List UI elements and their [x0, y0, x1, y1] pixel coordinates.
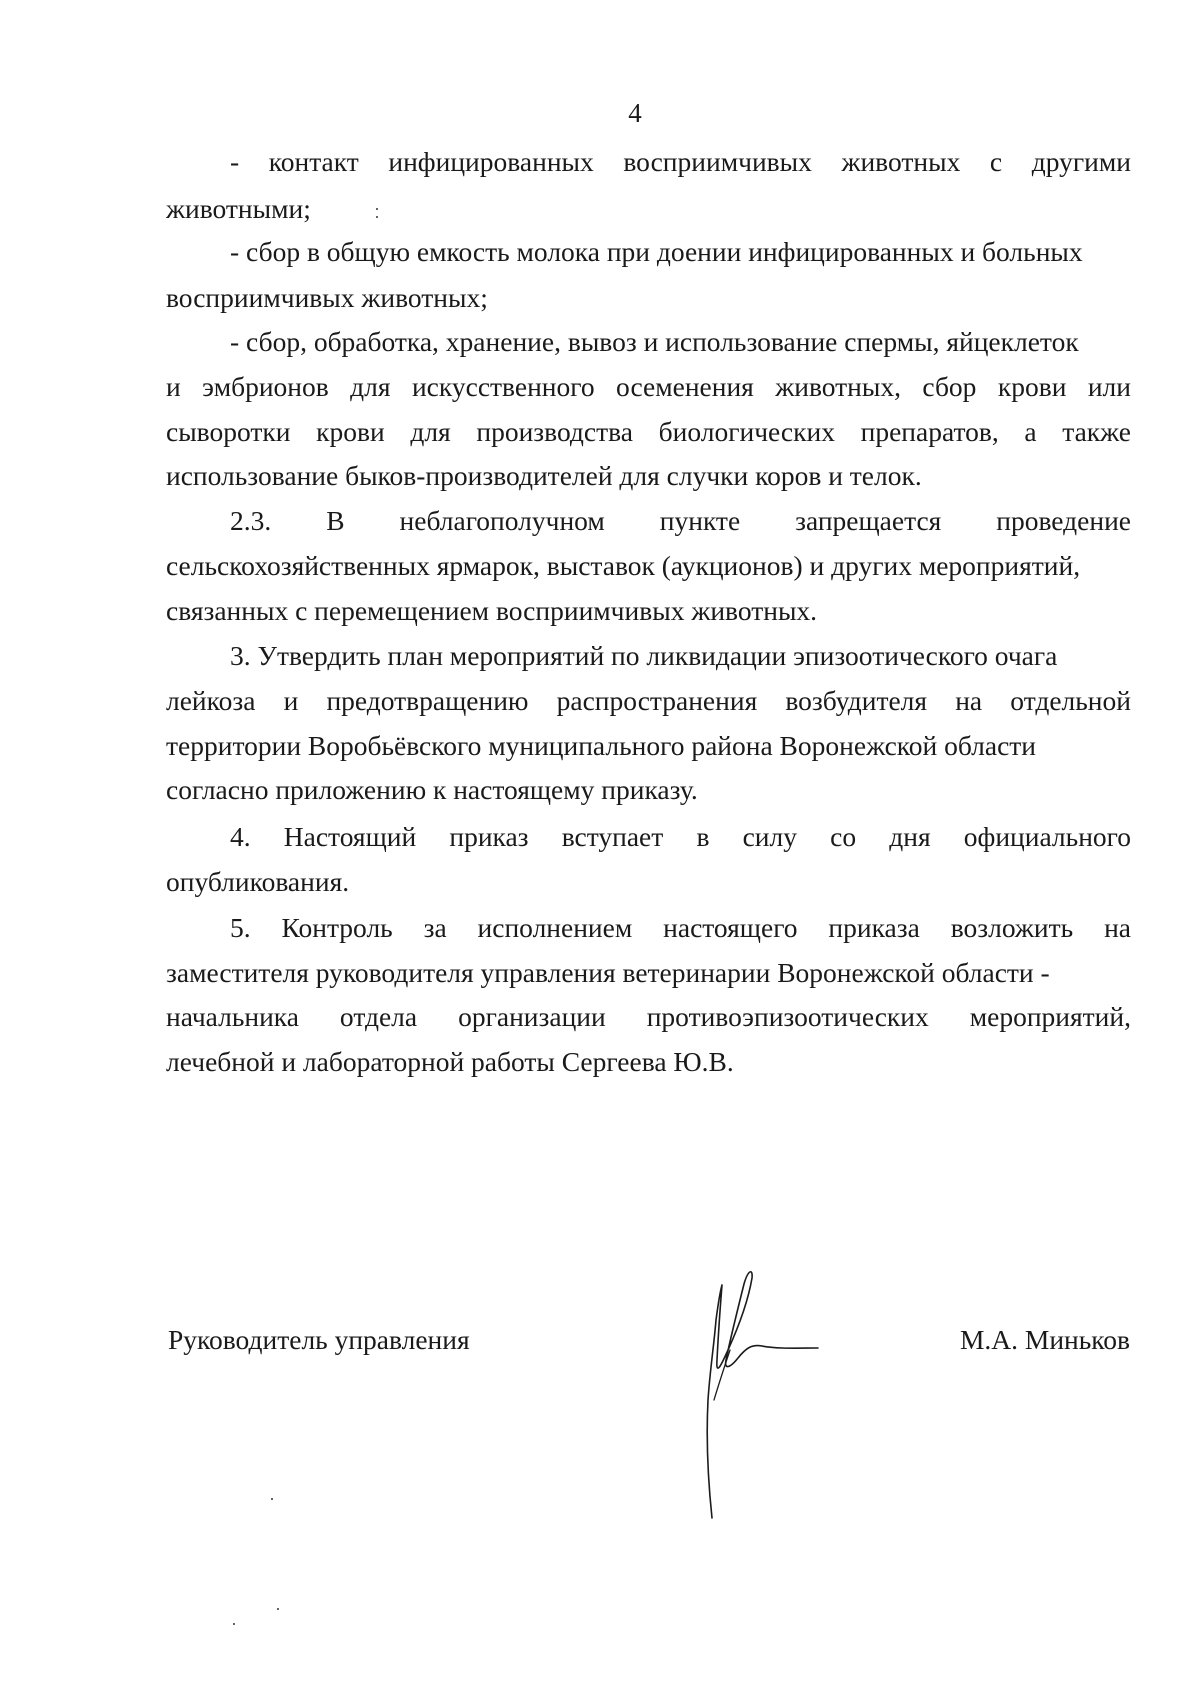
text-line: - сбор, обработка, хранение, вывоз и использование спермы, яйцеклеток [230, 326, 1079, 357]
scan-speck [233, 1623, 235, 1625]
text-line: лечебной и лабораторной работы Сергеева Ю.В. [166, 1046, 734, 1077]
text-line: сыворотки крови для производства биологических препаратов, а также [166, 416, 1131, 447]
text-line: лейкоза и предотвращению распространения возбудителя на отдельной [166, 685, 1131, 716]
text-line: опубликования. [166, 866, 350, 897]
text-line: восприимчивых животных; [166, 282, 488, 313]
text-line: территории Воробьёвского муниципального района Воронежской области [166, 730, 1037, 761]
signatory-position: Руководитель управления [168, 1324, 470, 1355]
handwritten-signature [690, 1250, 820, 1530]
scan-speck [376, 208, 378, 210]
signatory-name: М.А. Миньков [959, 1324, 1130, 1355]
text-line: и эмбрионов для искусственного осеменения животных, сбор крови или [166, 371, 1131, 402]
text-line: сельскохозяйственных ярмарок, выставок (аукционов) и других мероприятий, [166, 550, 1081, 581]
text-line: 3. Утвердить план мероприятий по ликвидации эпизоотического очага [230, 640, 1058, 671]
scan-speck [271, 1498, 273, 1500]
text-line: - сбор в общую емкость молока при доении инфицированных и больных [230, 236, 1083, 267]
text-line: заместителя руководителя управления ветеринарии Воронежской области - [166, 957, 1050, 988]
text-line: связанных с перемещением восприимчивых животных. [166, 595, 818, 626]
page-number: 4 [628, 98, 642, 128]
text-line: использование быков-производителей для случки коров и телок. [166, 460, 922, 491]
scan-speck [277, 1608, 279, 1610]
scan-speck [376, 216, 378, 218]
text-line: - контакт инфицированных восприимчивых животных с другими [230, 146, 1131, 177]
text-line: согласно приложению к настоящему приказу. [166, 774, 698, 805]
text-line: животными; [166, 193, 311, 224]
text-line: начальника отдела организации противоэпизоотических мероприятий, [166, 1001, 1131, 1032]
text-line: 4. Настоящий приказ вступает в силу со дня официального [230, 821, 1131, 852]
text-line: 5. Контроль за исполнением настоящего приказа возложить на [230, 912, 1131, 943]
text-line: 2.3. В неблагополучном пункте запрещается проведение [230, 505, 1131, 536]
